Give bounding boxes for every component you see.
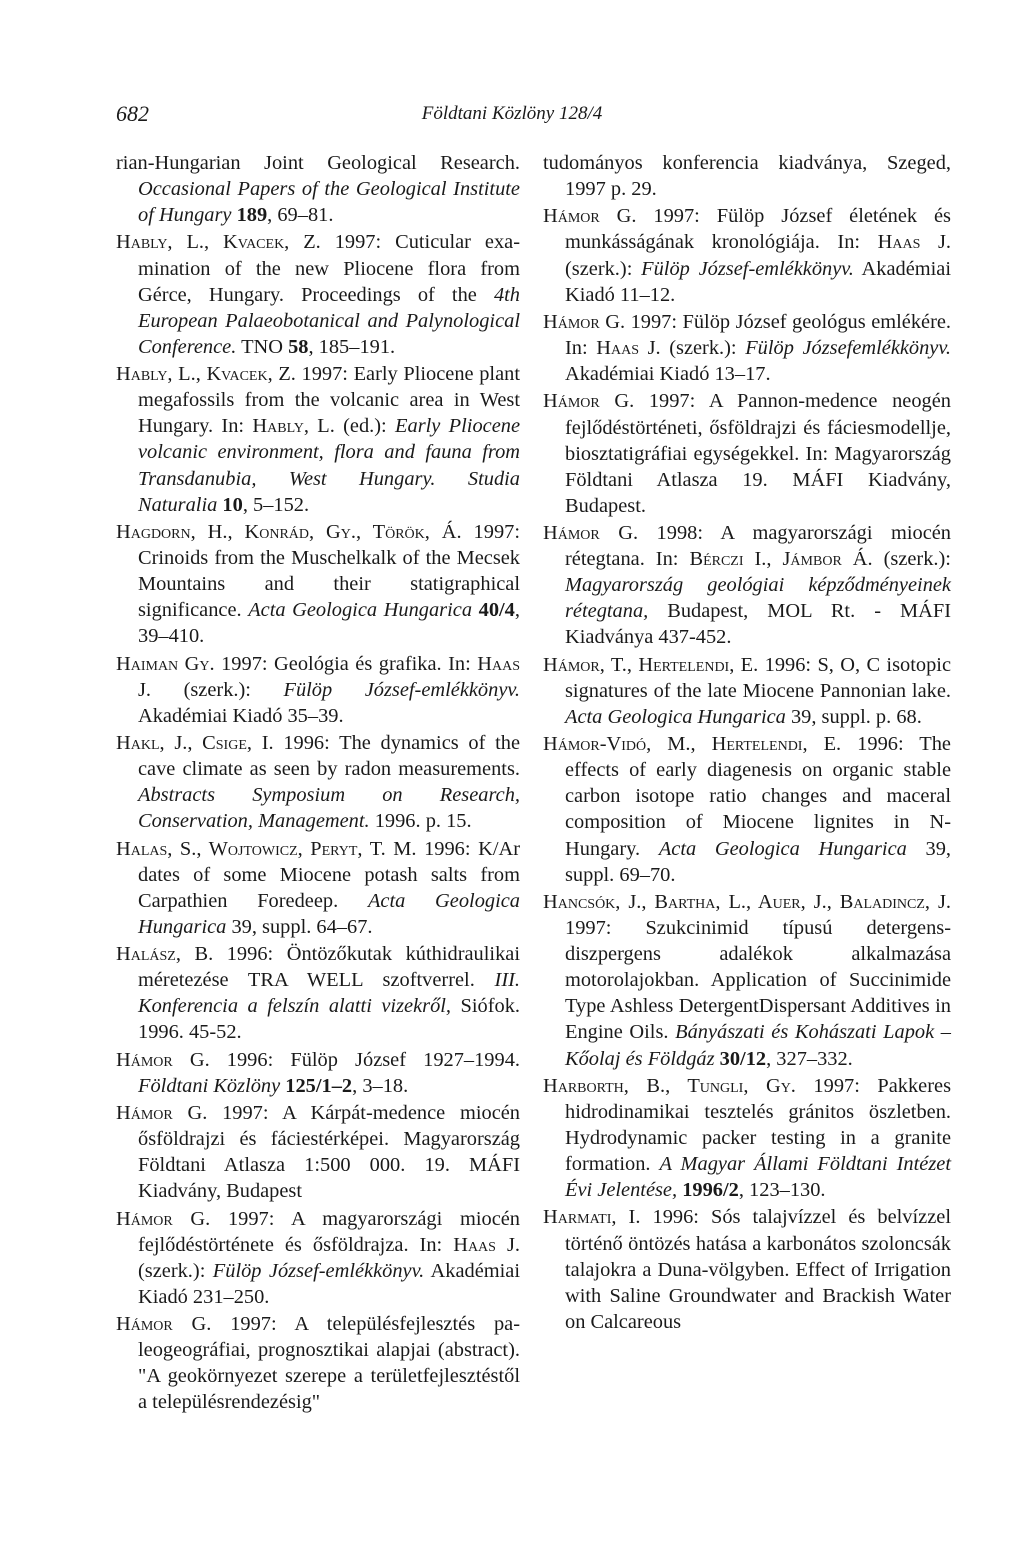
ref-authors: Halas, S., Wojtowicz, Peryt, T. M. <box>116 837 417 860</box>
reference-entry <box>116 730 520 834</box>
ref-authors: Hagdorn, H., Konrád, Gy., Török, Á. <box>116 520 462 543</box>
ref-text: 1997: A Kárpát-medence miocén ősföldrajzi és fáciestérképei. Magyarország Földtani Atlasza 1:500 000. 19. MÁFI Kiadvány, Budapest <box>138 1102 520 1203</box>
reference-entry <box>116 836 520 940</box>
ref-source: Acta Geologica Hungarica <box>565 705 786 728</box>
reference-entry <box>116 1206 520 1310</box>
ref-pages: , 5–152. <box>242 493 310 516</box>
ref-source: III. Konferencia a felszín alatti vizekről, <box>138 969 520 1018</box>
ref-pages: Akadémiai Kiadó 231–250. <box>138 1259 520 1308</box>
ref-authors: Hámor G. <box>116 1048 210 1071</box>
ref-editor: Bérczi I., Jámbor Á. <box>689 548 873 571</box>
ref-text: rian-Hungarian Joint Geological Research. <box>116 152 520 174</box>
ref-pages: Akadémiai Kiadó 35–39. <box>138 704 344 727</box>
ref-source: Fülöp József-emlékkönyv. <box>283 678 521 701</box>
reference-entry <box>543 889 951 1072</box>
ref-authors: Hámor, T., Hertelendi, E. <box>543 653 759 676</box>
ref-text: 1996: The effects of early diagenesis on organic stable carbon isotope ratio changes and maceral composition of Miocene lignites in N-Hungary. <box>565 733 951 860</box>
ref-volume: 58 <box>288 335 309 358</box>
ref-text: 1996: S, O, C isotopic signatures of the late Miocene Pannonian lake. <box>565 653 951 702</box>
ref-source: Fülöp József-emlékkönyv. <box>641 257 854 280</box>
ref-source: Bányászati és Kohászati Lapok – Kőolaj és Földgáz <box>565 1021 951 1070</box>
ref-editor: Hably, L. <box>252 415 335 438</box>
reference-entry <box>543 203 951 307</box>
ref-source: Occasional Papers of the Geological Institute of Hungary <box>138 178 520 227</box>
reference-entry <box>116 229 520 359</box>
ref-source: Magyarország geológiai képződményeinek rétegtana, <box>565 574 951 623</box>
ref-text <box>472 599 479 621</box>
ref-text: (szerk.): <box>660 337 746 360</box>
ref-pages: 39, suppl. 64–67. <box>226 915 373 938</box>
ref-text: 1997: Fülöp József életének és munkásságának kronológiája. In: <box>565 205 951 254</box>
ref-source: Fülöp József-emlékkönyv. <box>212 1259 425 1282</box>
ref-text: 1996: K/Ar dates of some Miocene potash salts from Carpathien Foredeep. <box>138 837 520 912</box>
ref-text: 1996: Sós talajvízzel és belvízzel történő öntözés hatása a karbonátos szoloncsák talajokra a Duna-völgyben. Effect of Irrigation with Saline Groundwater and Brackish Water on Calcareous <box>565 1206 951 1333</box>
ref-text: (szerk.): <box>565 257 642 280</box>
ref-authors: Halász, B. <box>116 943 214 966</box>
journal-running-head: Földtani Közlöny 128/4 <box>421 103 603 124</box>
ref-text: 1997: Pakkeres hidrodinamikai tesztelés gránitos öszletben. Hydrodynamic packer testing in a granite formation. <box>565 1074 951 1176</box>
reference-entry <box>116 941 520 1045</box>
reference-entry <box>543 1073 951 1203</box>
ref-volume: 40/4 <box>478 599 515 622</box>
ref-pages: Akadémiai Kiadó 13–17. <box>565 363 771 386</box>
ref-pages: Budapest, MOL Rt. - MÁFI Kiadványa 437-452. <box>565 600 951 649</box>
ref-authors: Hámor G. <box>543 390 635 413</box>
ref-text: 1997: A magyarországi miocén fejlődéstörténete és ősföldrajza. In: <box>138 1207 520 1256</box>
ref-text: 1997: A településfejlesztés paleogeográfiai, prognosztikai alapjai (abstract). "A geokörnyezet szerepe a területfejlesztéstől a településrendezésig" <box>138 1313 520 1414</box>
ref-pages: , 69–81. <box>267 204 334 227</box>
ref-editor: Haas J. <box>138 652 521 701</box>
ref-text: 1996: Öntözőkutak kúthidraulikai méretezése TRA WELL szoftverrel. <box>138 943 520 992</box>
ref-text: 1996: The dynamics of the cave climate as seen by radon measurements. <box>138 732 521 781</box>
reference-entry <box>543 388 951 518</box>
ref-text: tudományos konferencia kiadványa, Szeged, 1997 p. 29. <box>543 152 951 201</box>
reference-entry <box>543 652 951 730</box>
ref-pages: , 39–410. <box>138 599 520 648</box>
ref-authors: Hámor G. <box>543 522 639 545</box>
ref-pages: , 123–130. <box>738 1179 826 1202</box>
reference-entry <box>543 150 951 202</box>
ref-source: Early Pliocene volcanic environment, flora and fauna from Transdanubia, West Hungary. Studia Naturalia <box>138 415 520 516</box>
reference-entry <box>543 309 951 387</box>
ref-editor: Haas J. <box>596 337 661 360</box>
reference-entry <box>116 150 520 228</box>
ref-text: 1996: Fülöp József 1927–1994. <box>209 1048 520 1071</box>
ref-volume: 189 <box>236 204 268 227</box>
ref-source: Fülöp Józsefemlékkönyv. <box>745 337 951 360</box>
ref-source: Acta Geologica Hungarica <box>658 837 907 860</box>
ref-authors: Hámor G. <box>116 1313 212 1336</box>
ref-text: 1997: Cuticular examination of the new Pliocene flora from Gérce, Hungary. Proceedings of the <box>138 231 520 306</box>
ref-volume: 125/1–2 <box>285 1074 353 1097</box>
ref-authors: Hámor G. <box>543 205 637 228</box>
ref-source: Acta Geologica Hungarica <box>138 889 520 938</box>
reference-entry <box>116 1100 520 1204</box>
reference-entry <box>543 1204 951 1334</box>
ref-text: 1997: Fülöp József geológus emlékére. In: <box>565 310 952 360</box>
ref-text: TNO <box>236 335 289 358</box>
reference-entry <box>116 361 520 518</box>
ref-text: 1997: Early Pliocene plant megafossils from the volcanic area in West Hungary. In: <box>138 363 520 438</box>
ref-authors: Hably, L., Kvacek, Z. <box>116 231 321 254</box>
ref-pages: Siófok. 1996. 45-52. <box>138 995 521 1044</box>
ref-editor: Haas J. <box>453 1233 520 1256</box>
reference-entry <box>116 651 520 729</box>
ref-text: 1997: A Pannon-medence neogén fejlődéstörténeti, ősföldrajzi és fáciesmodellje, biosztatigráfiai egységekkel. In: Magyarország Földtani Atlasza 19. MÁFI Kiadvány, Budapest. <box>565 390 951 517</box>
reference-entry <box>543 520 951 650</box>
ref-volume: 1996/2 <box>682 1179 739 1202</box>
ref-pages: 39, suppl. p. 68. <box>785 705 922 728</box>
ref-authors: Hámor G. <box>543 310 626 333</box>
ref-authors: Haiman Gy. <box>116 652 215 675</box>
ref-editor: Haas J. <box>877 231 951 254</box>
ref-source: Abstracts Symposium on Research, Conservation, Management. <box>138 784 520 833</box>
ref-source: A Magyar Állami Földtani Intézet Évi Jelentése, <box>565 1153 951 1202</box>
ref-pages: 1996. p. 15. <box>369 810 472 833</box>
ref-text: 1997: Crinoids from the Muschelkalk of the Mecsek Mountains and their statigraphical significance. <box>138 520 521 622</box>
reference-entry <box>116 1047 520 1099</box>
ref-volume: 30/12 <box>719 1047 767 1070</box>
page-number: 682 <box>116 101 149 126</box>
left-column <box>116 150 520 1417</box>
ref-authors: Hancsók, J., Bartha, L., Auer, J., Baladincz, J. <box>543 890 951 913</box>
ref-text: 1997: Szukcinimid típusú detergens-diszpergens adalékok alkalmazása motorolajokban. Application of Succinimide Type Ashless DetergentDispersant Additives in Engine Oils. <box>565 917 951 1044</box>
ref-pages: , 185–191. <box>308 335 396 358</box>
reference-entry <box>116 1311 520 1415</box>
ref-pages: Akadémiai Kiadó 11–12. <box>565 257 952 306</box>
ref-authors: Hakl, J., Csige, I. <box>116 732 274 754</box>
ref-authors: Harmati, I. <box>543 1206 641 1229</box>
ref-authors: Harborth, B., Tungli, Gy. <box>543 1074 796 1097</box>
page-header <box>0 101 1024 133</box>
reference-entry <box>543 731 951 888</box>
right-column <box>543 150 951 1336</box>
ref-pages: 39, suppl. 69–70. <box>565 837 952 886</box>
ref-authors: Hámor-Vidó, M., Hertelendi, E. <box>543 733 842 756</box>
ref-text: 1998: A magyarországi miocén rétegtana. In: <box>565 522 952 571</box>
ref-authors: Hably, L., Kvacek, Z. <box>116 363 296 386</box>
ref-authors: Hámor G. <box>116 1207 211 1230</box>
ref-text: (szerk.): <box>151 678 284 701</box>
ref-pages: , 3–18. <box>352 1074 409 1097</box>
ref-source: Acta Geologica Hungarica <box>248 599 473 622</box>
ref-pages: , 327–332. <box>766 1047 853 1070</box>
ref-text: 1997: Geológia és grafika. In: <box>214 652 478 675</box>
ref-source: 4th European Palaeobotanical and Palynological Conference. <box>138 283 520 358</box>
ref-text: (ed.): <box>334 415 396 438</box>
reference-entry <box>116 519 520 649</box>
ref-volume: 10 <box>222 493 243 516</box>
ref-text: (szerk.): <box>138 1259 213 1282</box>
ref-authors: Hámor G. <box>116 1102 208 1125</box>
ref-text: (szerk.): <box>872 548 951 571</box>
ref-source: Földtani Közlöny <box>138 1074 281 1097</box>
